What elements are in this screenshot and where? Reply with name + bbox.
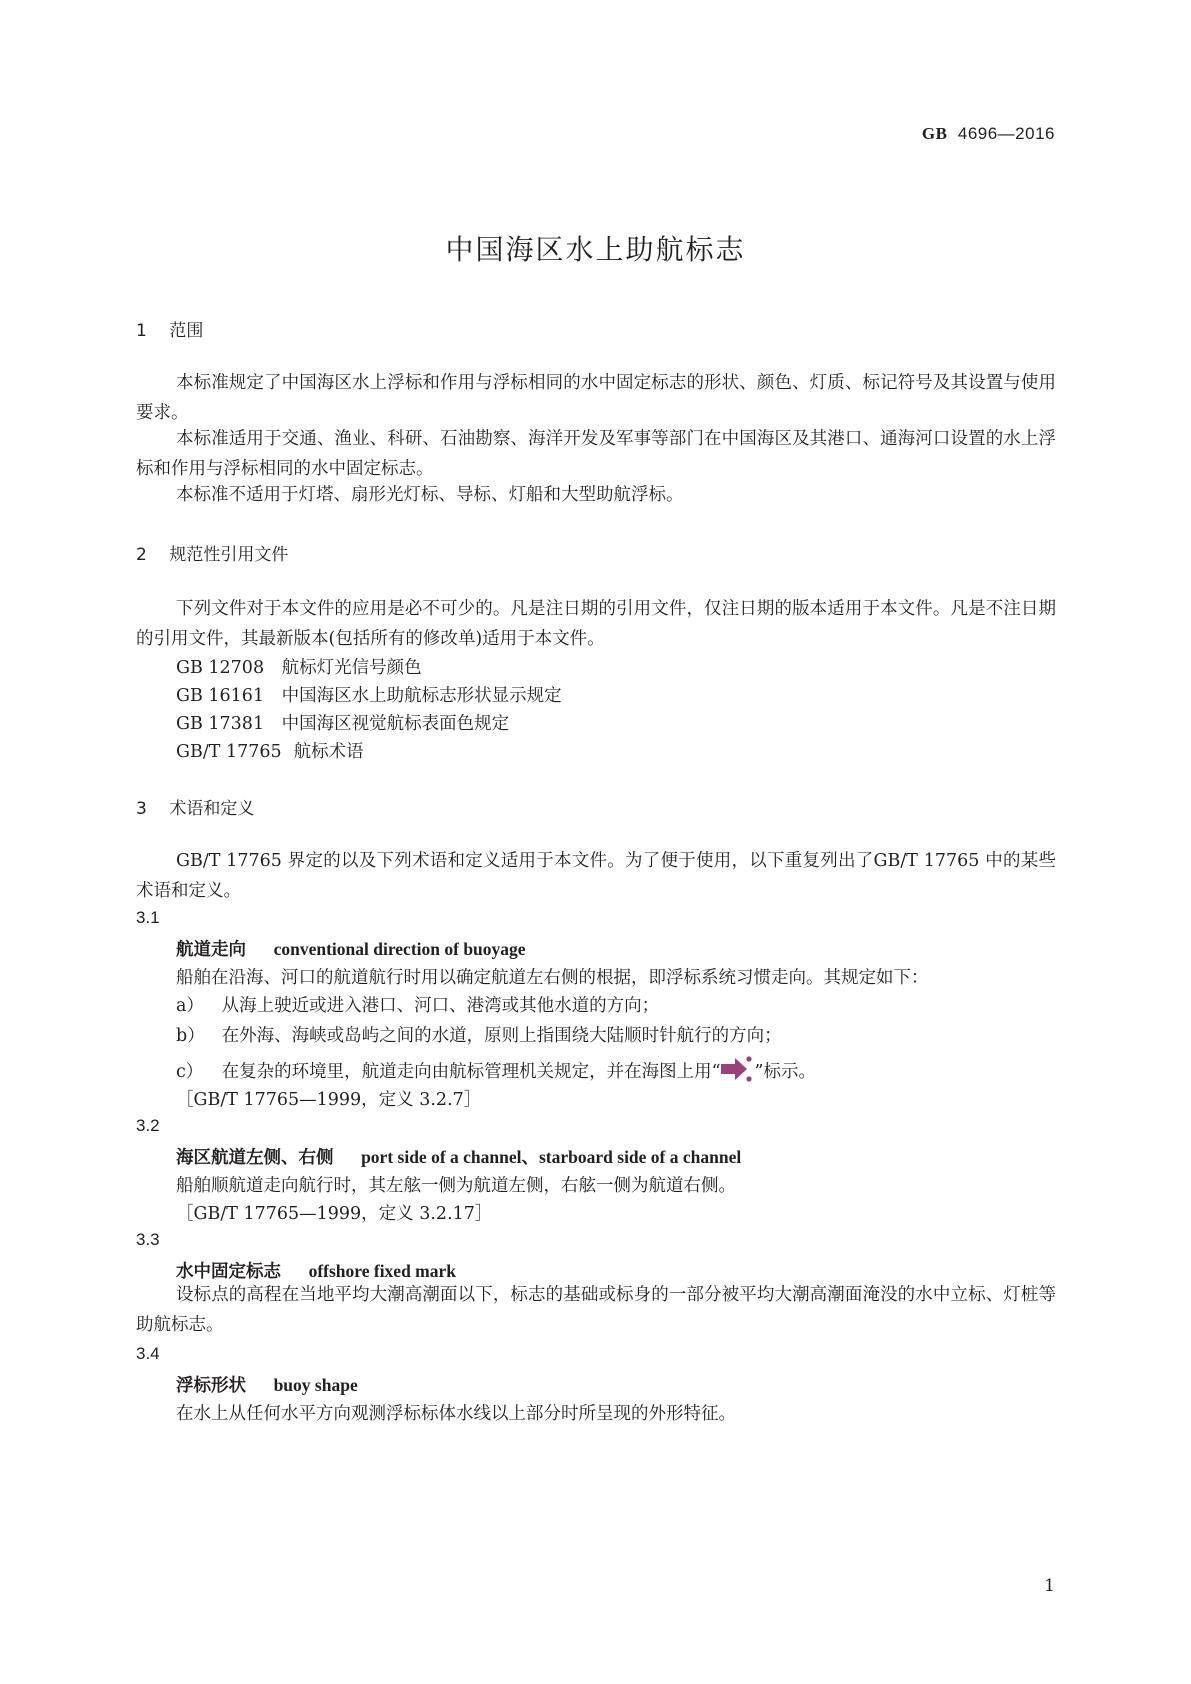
section-2-heading — [136, 540, 288, 565]
list-item-b — [176, 1022, 782, 1047]
reference-name: 中国海区水上助航标志形状显示规定 — [281, 686, 562, 706]
list-text: 在复杂的环境里，航道走向由航标管理机关规定，并在海图上用“ — [221, 1062, 721, 1082]
section-3-paragraph-1: GB/T 17765 界定的以及下列术语和定义适用于本文件。为了便于使用，以下重复列出了GB/T 17765 中的某些术语和定义。 — [136, 851, 1056, 901]
normative-reference — [176, 738, 364, 763]
reference-code: GB 12708 — [176, 658, 265, 678]
term-3-4 — [176, 1372, 358, 1397]
reference-code: GB 17381 — [176, 714, 265, 734]
term-chinese: 海区航道左侧、右侧 — [176, 1148, 334, 1168]
list-text: 在外海、海峡或岛屿之间的水道，原则上指围绕大陆顺时针航行的方向； — [221, 1026, 782, 1046]
term-3-2-definition: 船舶顺航道走向航行时，其左舷一侧为航道左侧，右舷一侧为航道右侧。 — [176, 1176, 736, 1196]
section-number: 2 — [136, 545, 147, 565]
normative-reference — [176, 654, 422, 679]
page-number: 1 — [1044, 1576, 1055, 1596]
document-code-number: 4696—2016 — [957, 124, 1055, 143]
list-text-end: ”标示。 — [754, 1062, 816, 1082]
section-number: 1 — [136, 321, 147, 341]
section-title: 范围 — [169, 321, 204, 341]
normative-reference — [176, 682, 562, 707]
reference-code: GB/T 17765 — [176, 742, 282, 762]
list-item-c — [176, 1056, 816, 1083]
term-english: port side of a channel、starboard side of a channel — [361, 1147, 742, 1167]
term-3-2-source: ［GB/T 17765—1999，定义 3.2.17］ — [176, 1204, 493, 1224]
term-chinese: 水中固定标志 — [176, 1262, 281, 1282]
clause-3-2-number: 3.2 — [136, 1116, 160, 1135]
section-title: 规范性引用文件 — [169, 545, 289, 565]
reference-name: 中国海区视觉航标表面色规定 — [281, 714, 510, 734]
section-2-paragraph-1: 下列文件对于本文件的应用是必不可少的。凡是注日期的引用文件，仅注日期的版本适用于本文件。凡是不注日期的引用文件，其最新版本(包括所有的修改单)适用于本文件。 — [136, 599, 1056, 649]
document-code-prefix: GB — [921, 124, 948, 143]
section-1-paragraph-2: 本标准适用于交通、渔业、科研、石油勘察、海洋开发及军事等部门在中国海区及其港口、通海河口设置的水上浮标和作用与浮标相同的水中固定标志。 — [136, 429, 1056, 479]
section-3-heading — [136, 794, 254, 819]
list-item-a — [176, 992, 659, 1017]
reference-code: GB 16161 — [176, 686, 265, 706]
term-3-1-source: ［GB/T 17765—1999，定义 3.2.7］ — [176, 1090, 482, 1110]
term-3-4-definition: 在水上从任何水平方向观测浮标标体水线以上部分时所呈现的外形特征。 — [176, 1404, 736, 1424]
list-label: c） — [176, 1062, 204, 1082]
document-code — [922, 124, 1055, 144]
term-english: conventional direction of buoyage — [273, 939, 526, 959]
reference-name: 航标灯光信号颜色 — [281, 658, 422, 678]
section-number: 3 — [136, 799, 147, 819]
direction-of-buoyage-arrow-icon — [721, 1056, 755, 1082]
clause-3-4-number: 3.4 — [136, 1344, 160, 1363]
section-1-paragraph-1: 本标准规定了中国海区水上浮标和作用与浮标相同的水中固定标志的形状、颜色、灯质、标记符号及其设置与使用要求。 — [136, 373, 1056, 423]
reference-name: 航标术语 — [293, 742, 364, 762]
term-3-2 — [176, 1144, 741, 1169]
term-english: offshore fixed mark — [308, 1261, 457, 1281]
section-1-heading — [136, 316, 203, 341]
term-3-1 — [176, 936, 526, 961]
clause-3-3-number: 3.3 — [136, 1230, 160, 1249]
term-3-3-definition: 设标点的高程在当地平均大潮高潮面以下，标志的基础或标身的一部分被平均大潮高潮面淹没的水中立标、灯桩等助航标志。 — [136, 1285, 1056, 1335]
section-1-paragraph-3: 本标准不适用于灯塔、扇形光灯标、导标、灯船和大型助航浮标。 — [176, 485, 684, 505]
page-title: 中国海区水上助航标志 — [445, 233, 746, 266]
section-title: 术语和定义 — [169, 799, 255, 819]
list-label: b） — [176, 1026, 205, 1046]
list-label: a） — [176, 996, 204, 1016]
clause-3-1-number: 3.1 — [136, 908, 160, 927]
normative-reference — [176, 710, 509, 735]
term-3-1-definition: 船舶在沿海、河口的航道航行时用以确定航道左右侧的根据，即浮标系统习惯走向。其规定如下： — [176, 968, 929, 988]
term-chinese: 浮标形状 — [176, 1376, 246, 1396]
term-english: buoy shape — [273, 1375, 358, 1395]
list-text: 从海上驶近或进入港口、河口、港湾或其他水道的方向； — [221, 996, 660, 1016]
term-chinese: 航道走向 — [176, 940, 246, 960]
